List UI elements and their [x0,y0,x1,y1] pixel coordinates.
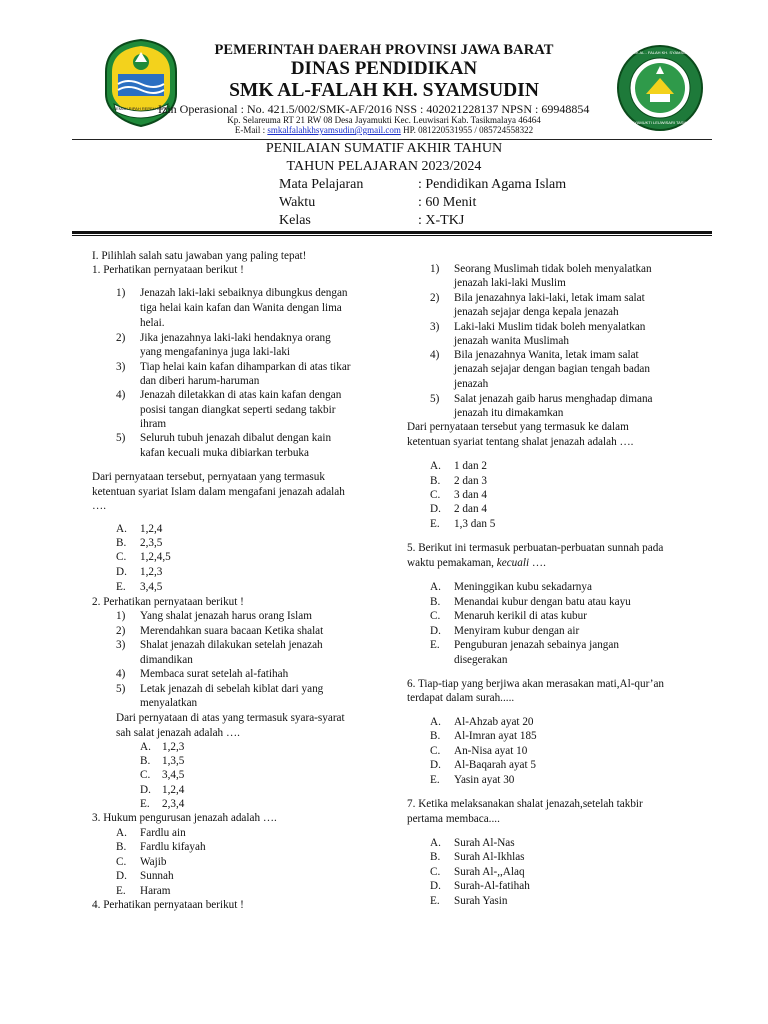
option-text[interactable]: 1,2,3 [140,566,163,578]
item-text: jenazah wanita Muslimah [454,335,569,347]
option-text[interactable]: Surah Al-Nas [454,837,515,849]
meta-value: : Pendidikan Agama Islam [418,177,567,192]
option-letter[interactable]: D. [140,784,151,796]
instruction: I. Pilihlah salah satu jawaban yang paling tepat! [92,250,307,262]
option-letter[interactable]: D. [430,880,441,892]
option-text[interactable]: 2 dan 3 [454,475,487,487]
option-text[interactable]: 2,3,4 [162,798,185,810]
item-number: 2) [116,625,126,637]
item-text: Tiap helai kain kafan dihamparkan di atas tikar [140,361,351,373]
option-text[interactable]: Al-Baqarah ayat 5 [454,759,537,771]
option-letter[interactable]: E. [430,639,440,651]
question-stem: 1. Perhatikan pernyataan berikut ! [92,264,244,276]
contact-line [0,125,768,135]
question-prompt: …. [92,500,106,512]
option-letter[interactable]: A. [140,741,151,753]
email-label: E-Mail : [234,125,268,135]
option-text[interactable]: Menandai kubur dengan batu atau kayu [454,596,631,608]
department-heading: DINAS PENDIDIKAN [290,58,478,79]
option-letter[interactable]: E. [430,518,440,530]
option-text[interactable]: Meninggikan kubu sekadarnya [454,581,592,593]
option-letter[interactable]: A. [430,716,441,728]
option-letter[interactable]: B. [116,537,127,549]
option-letter[interactable]: A. [430,460,441,472]
item-text: jenazah itu dimakamkan [454,407,564,419]
option-text[interactable]: Surah Al-,,Alaq [454,866,525,878]
meta-value: : 60 Menit [418,195,477,210]
option-text[interactable]: Al-Ahzab ayat 20 [454,716,534,728]
item-text: Yang shalat jenazah harus orang Islam [140,610,312,622]
item-text: jenazah [454,378,489,390]
school-seal-text-bottom: JAYAMUKTI LEUWISARI TASIKMALAYA [630,120,703,125]
option-letter[interactable]: E. [116,581,126,593]
meta-value: : X-TKJ [418,213,465,228]
option-text[interactable]: 1 dan 2 [454,460,487,472]
question-stem-ellipsis: …. [529,557,546,569]
option-text[interactable]: 3,4,5 [140,581,163,593]
item-number: 5) [116,683,126,695]
exam-title: PENILAIAN SUMATIF AKHIR TAHUN [265,141,503,156]
license-info: Izin Operasional : No. 421.5/002/SMK-AF/2016 NSS : 402021228137 NPSN : 69948854 [158,102,590,116]
item-text: Salat jenazah gaib harus menghadap dimana [454,393,653,405]
exam-year: TAHUN PELAJARAN 2023/2024 [286,159,482,174]
item-text: dan diberi harum-haruman [140,375,260,387]
question-stem: 6. Tiap-tiap yang berjiwa akan merasakan mati,Al-qur’an [407,678,665,690]
school-address: Kp. Selareuma RT 21 RW 08 Desa Jayamukti Kec. Leuwisari Kab. Tasikmalaya 46464 [227,115,541,125]
item-number: 1) [430,263,440,275]
question-prompt: sah salat jenazah adalah …. [116,727,240,739]
option-text[interactable]: 3,4,5 [162,769,185,781]
item-number: 3) [116,361,126,373]
item-number: 1) [116,610,126,622]
question-prompt: Dari pernyataan di atas yang termasuk syara-syarat [116,712,345,724]
option-letter[interactable]: C. [430,745,441,757]
question-stem: 4. Perhatikan pernyataan berikut ! [92,899,244,911]
option-letter[interactable]: B. [430,851,441,863]
school-name-heading: SMK AL-FALAH KH. SYAMSUDIN [229,80,539,101]
item-text: helai. [140,317,165,329]
option-letter[interactable]: C. [430,866,441,878]
item-text: yang mengafaninya juga laki-laki [140,346,291,358]
item-text: Jika jenazahnya laki-laki hendaknya orang [140,332,331,344]
option-text[interactable]: disegerakan [454,654,508,666]
option-text[interactable]: 3 dan 4 [454,489,487,501]
header-divider [72,139,712,140]
question-prompt: ketentuan syariat tentang shalat jenazah adalah …. [407,436,634,448]
option-letter[interactable]: B. [140,755,151,767]
option-letter[interactable]: C. [430,610,441,622]
option-letter[interactable]: E. [430,895,440,907]
item-number: 3) [116,639,126,651]
option-letter[interactable]: A. [116,827,127,839]
question-stem-line [407,556,546,571]
option-text[interactable]: 1,2,4,5 [140,551,171,563]
item-number: 2) [116,332,126,344]
question-stem-emphasis: kecuali [496,557,530,569]
item-text: jenazah sejajar denga kepala jenazah [454,306,619,318]
option-letter[interactable]: C. [430,489,441,501]
option-letter[interactable]: C. [116,856,127,868]
option-letter[interactable]: D. [116,870,127,882]
option-text[interactable]: 2 dan 4 [454,503,487,515]
item-text: menyalatkan [140,697,198,709]
option-letter[interactable]: C. [116,551,127,563]
item-number: 5) [430,393,440,405]
option-letter[interactable]: B. [430,596,441,608]
option-letter[interactable]: E. [430,774,440,786]
option-text[interactable]: Surah Al-Ikhlas [454,851,525,863]
option-text[interactable]: Menyiram kubur dengan air [454,625,580,637]
question-stem-text: waktu pemakaman, [407,557,497,569]
question-prompt: Dari pernyataan tersebut, pernyataan yang termasuk [92,471,325,483]
meta-label: Kelas [279,213,311,228]
item-text: dimandikan [140,654,193,666]
option-letter[interactable]: B. [430,730,441,742]
item-text: Letak jenazah di sebelah kiblat dari yang [140,683,324,695]
question-prompt: ketentuan syariat Islam dalam mengafani jenazah adalah [92,486,345,498]
question-stem: 5. Berikut ini termasuk perbuatan-perbuatan sunnah pada [407,542,664,554]
question-stem: 2. Perhatikan pernyataan berikut ! [92,596,244,608]
item-number: 1) [116,287,126,299]
item-text: Jenazah diletakkan di atas kain kafan dengan [140,389,342,401]
email-link[interactable]: smkalfalahkhsyamsudin@gmail.com [267,125,401,135]
item-text: Bila jenazahnya Wanita, letak imam salat [454,349,639,361]
question-prompt: Dari pernyataan tersebut yang termasuk ke dalam [407,421,629,433]
option-text[interactable]: Sunnah [140,870,174,882]
option-letter[interactable]: D. [116,566,127,578]
option-text[interactable]: Surah-Al-fatihah [454,880,530,892]
option-text[interactable]: 1,2,3 [162,741,185,753]
option-letter[interactable]: E. [116,885,126,897]
item-number: 4) [116,389,126,401]
option-text[interactable]: 1,3 dan 5 [454,518,496,530]
item-number: 4) [430,349,440,361]
option-letter[interactable]: B. [116,841,127,853]
item-text: Bila jenazahnya laki-laki, letak imam salat [454,292,645,304]
item-text: jenazah laki-laki Muslim [454,277,566,289]
option-text[interactable]: Al-Imran ayat 185 [454,730,537,742]
option-letter[interactable]: C. [140,769,151,781]
option-text[interactable]: Wajib [140,856,167,868]
option-text[interactable]: 1,2,4 [140,523,163,535]
option-text[interactable]: Surah Yasin [454,895,508,907]
option-letter[interactable]: A. [430,837,441,849]
government-heading: PEMERINTAH DAERAH PROVINSI JAWA BARAT [214,42,554,58]
school-seal-text-top: SMK AL - FALAH KH. SYAMSUDIN [630,50,693,55]
option-text[interactable]: 1,2,4 [162,784,185,796]
question-stem: pertama membaca.... [407,813,500,825]
item-number: 3) [430,321,440,333]
item-text: ihram [140,418,167,430]
option-text[interactable]: An-Nisa ayat 10 [454,745,528,757]
item-text: kafan kecuali muka dibiarkan terbuka [140,447,309,459]
item-text: tiga helai kain kafan dan Wanita dengan lima [140,302,342,314]
item-text: Laki-laki Muslim tidak boleh menyalatkan [454,321,646,333]
question-stem: terdapat dalam surah..... [407,692,515,704]
item-text: Membaca surat setelah al-fatihah [140,668,289,680]
option-letter[interactable]: E. [140,798,150,810]
option-text[interactable]: Yasin ayat 30 [454,774,515,786]
item-text: Seorang Muslimah tidak boleh menyalatkan [454,263,652,275]
question-stem: 3. Hukum pengurusan jenazah adalah …. [92,812,277,824]
meta-label: Mata Pelajaran [279,177,364,192]
province-logo-motto: GEMAH RIPAH REPEH RAPIH [113,106,169,111]
item-text: Jenazah laki-laki sebaiknya dibungkus dengan [140,287,348,299]
meta-label: Waktu [279,195,316,210]
option-letter[interactable]: A. [116,523,127,535]
item-number: 5) [116,432,126,444]
option-text[interactable]: Fardlu ain [140,827,186,839]
item-number: 2) [430,292,440,304]
option-letter[interactable]: D. [430,759,441,771]
item-number: 4) [116,668,126,680]
item-text: posisi tangan diangkat seperti sedang takbir [140,404,336,416]
title-divider-thin [72,235,712,236]
option-text[interactable]: 1,3,5 [162,755,185,767]
option-text[interactable]: Haram [140,885,171,897]
item-text: Shalat jenazah dilakukan setelah jenazah [140,639,323,651]
option-text[interactable]: Penguburan jenazah sebainya jangan [454,639,619,651]
item-text: Seluruh tubuh jenazah dibalut dengan kain [140,432,332,444]
title-divider-thick [72,231,712,234]
option-text[interactable]: Fardlu kifayah [140,841,206,853]
phone-numbers: HP. 081220531955 / 085724558322 [400,125,534,135]
option-letter[interactable]: A. [430,581,441,593]
option-text[interactable]: 2,3,5 [140,537,163,549]
option-text[interactable]: Menaruh kerikil di atas kubur [454,610,587,622]
option-letter[interactable]: D. [430,503,441,515]
item-text: Merendahkan suara bacaan Ketika shalat [140,625,324,637]
question-stem: 7. Ketika melaksanakan shalat jenazah,setelah takbir [407,798,643,810]
item-text: jenazah sejajar dengan bagian tengah badan [454,363,650,375]
option-letter[interactable]: B. [430,475,441,487]
option-letter[interactable]: D. [430,625,441,637]
